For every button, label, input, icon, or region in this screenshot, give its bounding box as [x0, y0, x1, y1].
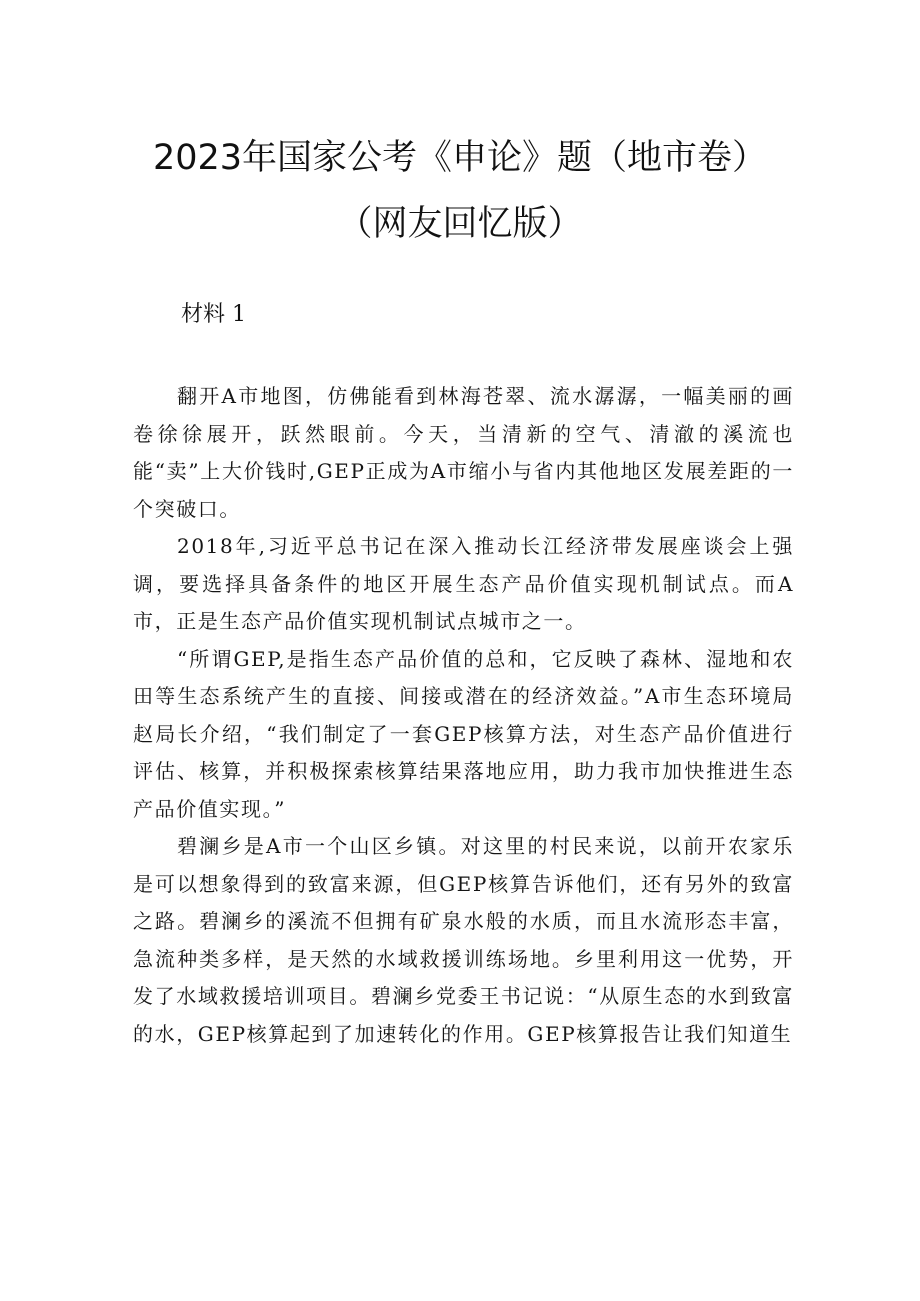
material-body [133, 378, 794, 1053]
document-title: 2023年国家公考《申论》题（地市卷） [152, 138, 768, 178]
material-label: 材料 1 [181, 302, 246, 327]
paragraph: 碧澜乡是A市一个山区乡镇。对这里的村民来说，以前开农家乐是可以想象得到的致富来源，但GEP核算告诉他们，还有另外的致富之路。碧澜乡的溪流不但拥有矿泉水般的水质，而且水流形态丰富，急流种类多样，是天然的水域救援训练场地。乡里利用这一优势，开发了水域救援培训项目。碧澜乡党委王书记说：“从原生态的水到致富的水，GEP核算起到了加速转化的作用。GEP核算报告让我们知道生 [133, 834, 794, 1046]
paragraph: “所谓GEP,是指生态产品价值的总和，它反映了森林、湿地和农田等生态系统产生的直接、间接或潜在的经济效益。”A市生态环境局赵局长介绍，“我们制定了一套GEP核算方法，对生态产品价值进行评估、核算，并积极探索核算结果落地应用，助力我市加快推进生态产品价值实现。” [133, 646, 794, 821]
paragraph: 2018年,习近平总书记在深入推动长江经济带发展座谈会上强调，要选择具备条件的地区开展生态产品价值实现机制试点。而A市，正是生态产品价值实现机制试点城市之一。 [133, 534, 794, 633]
paragraph: 翻开A市地图，仿佛能看到林海苍翠、流水潺潺，一幅美丽的画卷徐徐展开，跃然眼前。今天，当清新的空气、清澈的溪流也能“卖”上大价钱时,GEP正成为A市缩小与省内其他地区发展差距的一个突破口。 [133, 384, 794, 521]
document-subtitle: （网友回忆版） [337, 204, 583, 244]
